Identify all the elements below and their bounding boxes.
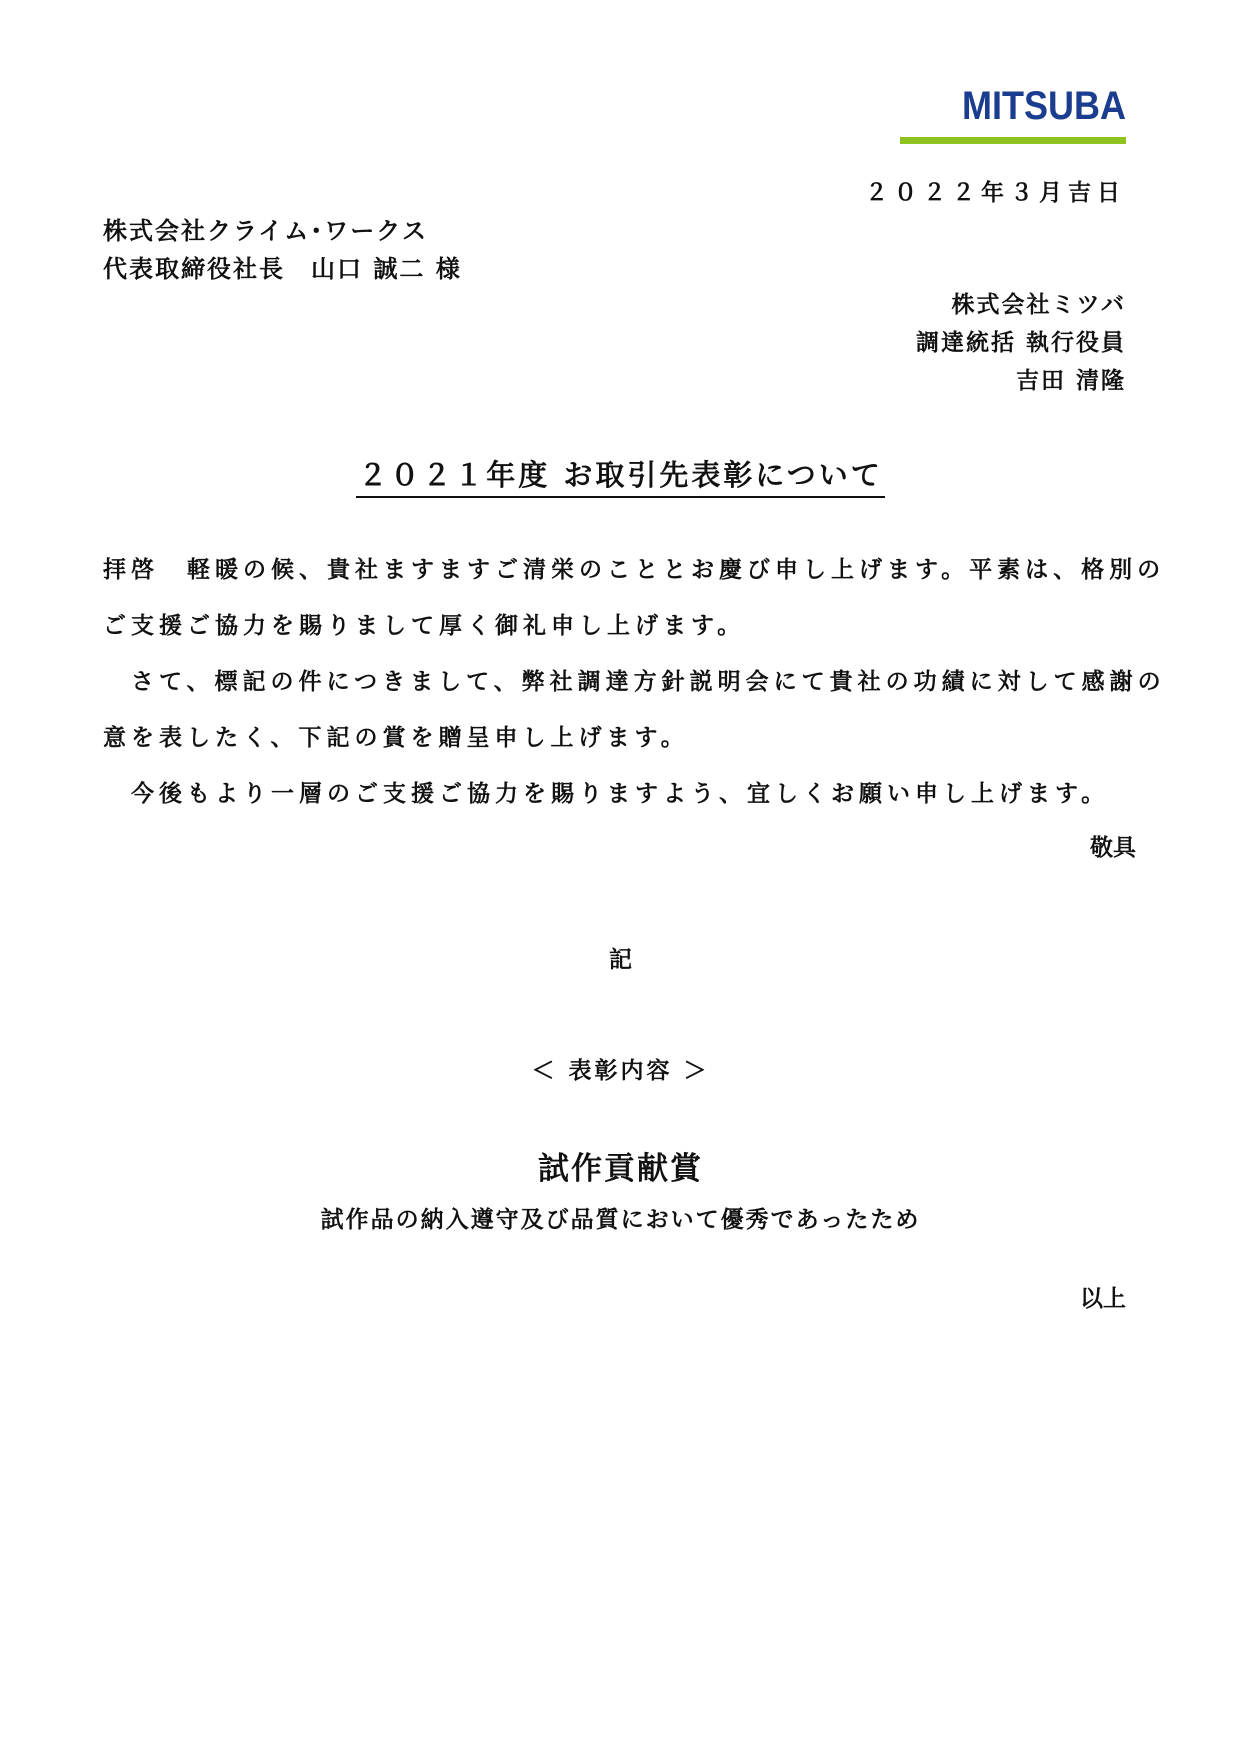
award-name: 試作貢献賞 xyxy=(538,1151,703,1187)
document-title-text: ２０２１年度 お取引先表彰について xyxy=(356,458,885,498)
sender-company: 株式会社ミツバ xyxy=(951,291,1126,318)
letter-date: ２０２２年３月吉日 xyxy=(865,179,1126,206)
recipient-name: 代表取締役社長 山口 誠二 様 xyxy=(103,254,462,283)
logo-underline-bar xyxy=(900,137,1126,144)
end-mark: 以上 xyxy=(1080,1285,1126,1312)
body-line: 今後もより一層のご支援ご協力を賜りますよう、宜しくお願い申し上げます。 xyxy=(103,780,1110,807)
sender-title: 調達統括 執行役員 xyxy=(915,329,1126,356)
body-line: さて、標記の件につきまして、弊社調達方針説明会にて貴社の功績に対して感謝の xyxy=(103,668,1166,695)
sender-name: 吉田 清隆 xyxy=(1015,367,1126,394)
document-title xyxy=(0,453,1241,494)
body-line: 拝啓 軽暖の候、貴社ますますご清栄のこととお慶び申し上げます。平素は、格別の xyxy=(103,556,1166,583)
award-reason: 試作品の納入遵守及び品質において優秀であったため xyxy=(320,1206,921,1233)
sender-block xyxy=(916,286,1126,400)
ki-heading: 記 xyxy=(609,946,632,973)
logo-wordmark: MITSUBA xyxy=(962,84,1126,128)
body-line: 意を表したく、下記の賞を贈呈申し上げます。 xyxy=(103,724,689,751)
award-section-heading: ＜ 表彰内容 ＞ xyxy=(531,1057,710,1084)
closing-phrase: 敬具 xyxy=(1090,834,1136,861)
letter-body xyxy=(103,551,1166,831)
recipient-company: 株式会社クライム･ワークス xyxy=(103,216,429,245)
body-line: ご支援ご協力を賜りまして厚く御礼申し上げます。 xyxy=(103,612,746,639)
mitsuba-logo xyxy=(900,86,1126,144)
